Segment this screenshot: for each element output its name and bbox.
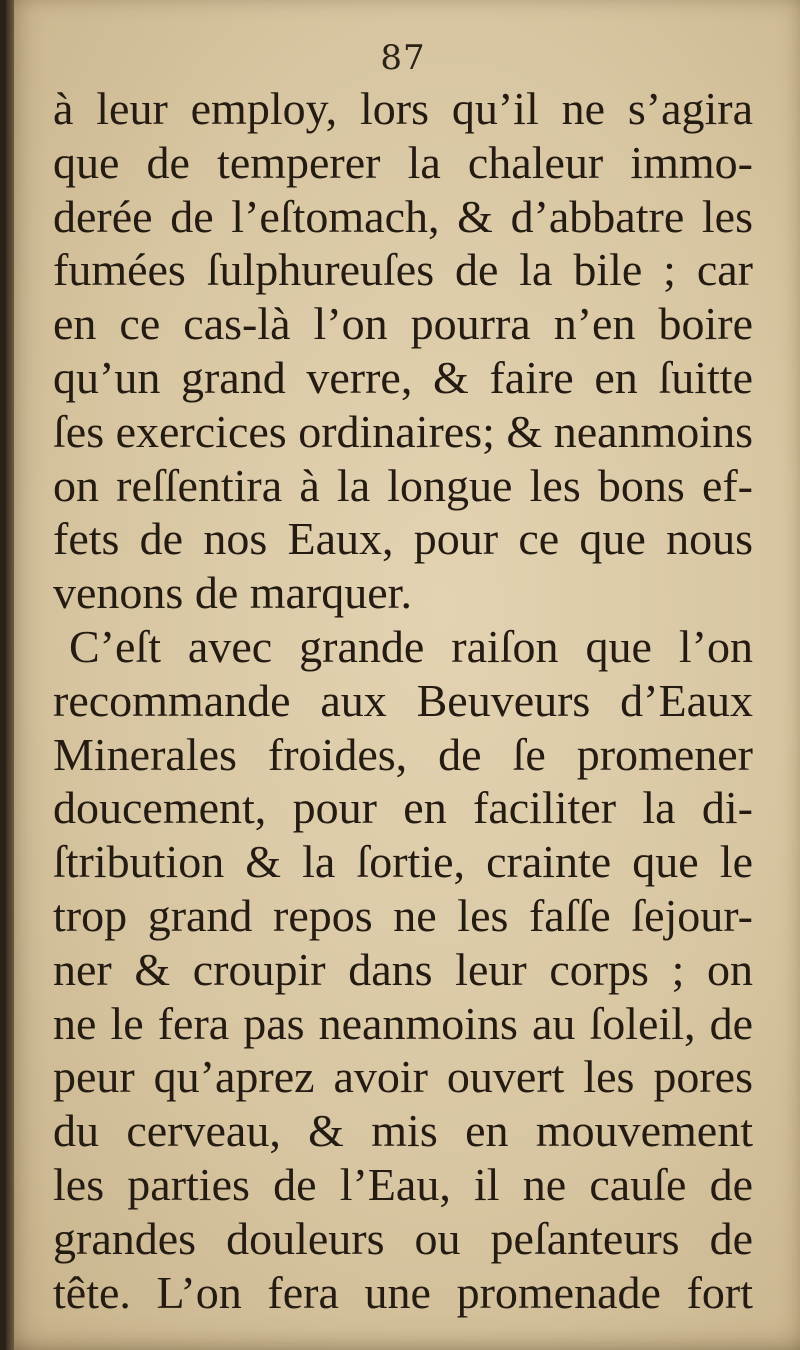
book-page [6, 0, 800, 1350]
text-line: à leur employ, lors qu’il ne s’agira [53, 83, 753, 134]
text-line: ne le fera pas neanmoins au ſoleil, de [53, 997, 753, 1049]
page-number: 87 [380, 38, 426, 78]
text-line: derée de l’eſtomach, & d’abbatre les [53, 190, 753, 242]
text-line: fumées ſulphureuſes de la bile ; car [53, 244, 753, 296]
book-gutter [6, 0, 14, 1350]
text-line: trop grand repos ne les faſſe ſejour- [53, 889, 753, 941]
text-line: venons de marquer. [53, 567, 412, 619]
text-line: qu’un grand verre, & faire en ſuitte [53, 351, 753, 403]
text-line: ner & croupir dans leur corps ; on [53, 943, 753, 995]
text-line: Minerales froides, de ſe promener [53, 728, 753, 780]
text-line: les parties de l’Eau, il ne cauſe de [53, 1158, 753, 1210]
text-line: en ce cas-là l’on pourra n’en boire [53, 298, 753, 350]
text-line: ſtribution & la ſortie, crainte que le [53, 836, 753, 888]
text-line: on reſſentira à la longue les bons ef- [53, 459, 753, 511]
text-line: tête. L’on fera une promenade fort [53, 1266, 753, 1318]
text-line: fets de nos Eaux, pour ce que nous [53, 513, 753, 565]
text-line: grandes douleurs ou peſanteurs de [53, 1212, 753, 1264]
text-line: ſes exercices ordinaires; & neanmoins [53, 405, 753, 457]
text-line: doucement, pour en faciliter la di- [53, 782, 753, 834]
text-line: que de temperer la chaleur immo- [53, 136, 753, 188]
text-line: du cerveau, & mis en mouvement [53, 1105, 753, 1157]
text-line: C’eſt avec grande raiſon que l’on [69, 620, 753, 672]
text-line: recommande aux Beuveurs d’Eaux [53, 674, 753, 726]
body-text [53, 82, 753, 1319]
text-line: peur qu’aprez avoir ouvert les pores [53, 1051, 753, 1103]
